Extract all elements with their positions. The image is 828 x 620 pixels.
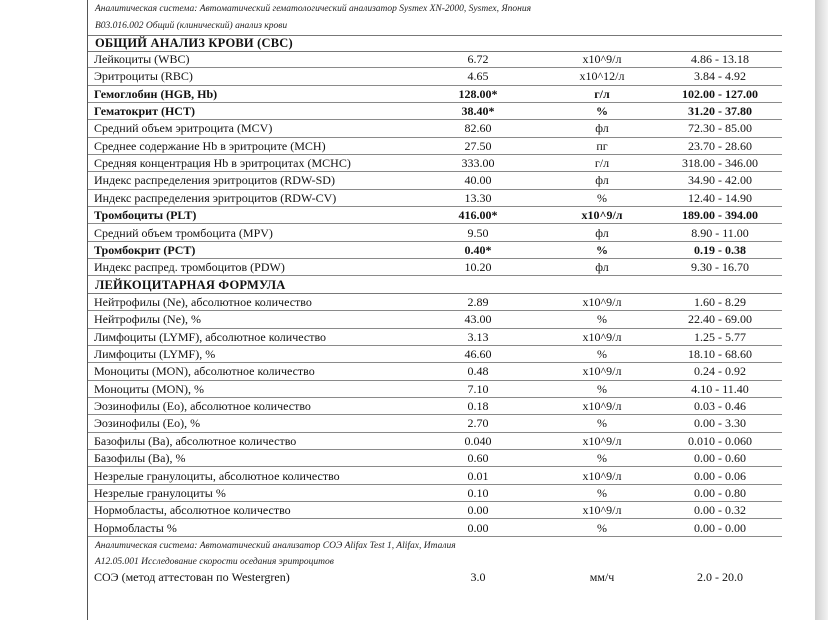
table-row bbox=[88, 311, 782, 328]
row-reference: 318.00 - 346.00 bbox=[682, 156, 758, 171]
row-reference: 8.90 - 11.00 bbox=[691, 225, 749, 240]
row-value: 0.040 bbox=[464, 433, 492, 448]
row-reference: 0.00 - 0.32 bbox=[694, 503, 746, 518]
table-row bbox=[88, 502, 782, 519]
row-value: 82.60 bbox=[464, 121, 492, 136]
row-name: Тромбоциты (PLT) bbox=[94, 208, 197, 223]
row-value: 27.50 bbox=[464, 138, 492, 153]
row-reference: 72.30 - 85.00 bbox=[688, 121, 752, 136]
row-reference: 1.60 - 8.29 bbox=[694, 295, 746, 309]
row-name: Нейтрофилы (Ne), % bbox=[94, 312, 202, 327]
table-row bbox=[88, 103, 782, 120]
row-name: Эозинофилы (Eo), % bbox=[94, 416, 201, 431]
row-value: 7.10 bbox=[467, 381, 489, 396]
row-name: Нормобласты, абсолютное количество bbox=[94, 503, 291, 518]
row-reference: 189.00 - 394.00 bbox=[682, 208, 758, 223]
row-value: 0.48 bbox=[467, 364, 489, 379]
table-row bbox=[88, 172, 782, 189]
table-row bbox=[88, 138, 782, 155]
row-value: 0.40* bbox=[464, 242, 492, 257]
row-unit: фл bbox=[595, 121, 609, 136]
row-name: Незрелые гранулоциты, абсолютное количество bbox=[94, 468, 340, 483]
row-unit: г/л bbox=[594, 86, 610, 101]
row-reference: 12.40 - 14.90 bbox=[688, 190, 752, 205]
row-name: Нейтрофилы (Ne), абсолютное количество bbox=[94, 295, 312, 309]
row-value: 4.65 bbox=[467, 69, 489, 84]
row-value: 0.10 bbox=[467, 485, 489, 500]
table-row bbox=[88, 294, 782, 311]
row-name: Тромбокрит (PCT) bbox=[94, 242, 196, 257]
row-value: 6.72 bbox=[467, 52, 489, 66]
row-reference: 3.84 - 4.92 bbox=[694, 69, 746, 84]
row-name: Индекс распред. тромбоцитов (PDW) bbox=[94, 260, 285, 275]
row-name: Нормобласты % bbox=[94, 520, 177, 535]
row-reference: 0.00 - 0.06 bbox=[694, 468, 746, 483]
table-row bbox=[88, 329, 782, 346]
row-value: 128.00* bbox=[458, 86, 498, 101]
row-value: 13.30 bbox=[464, 190, 492, 205]
row-unit: x10^9/л bbox=[582, 503, 622, 518]
analyzer-system-line: Аналитическая система: Автоматический гематологический анализатор Sysmex XN-2000, Sysmex, Япония bbox=[95, 4, 531, 14]
row-reference: 18.10 - 68.60 bbox=[688, 347, 752, 362]
row-unit: x10^9/л bbox=[582, 364, 622, 379]
row-unit: % bbox=[597, 485, 607, 500]
row-name: Моноциты (MON), абсолютное количество bbox=[94, 364, 315, 379]
row-value: 0.01 bbox=[467, 468, 489, 483]
table-row bbox=[88, 398, 782, 415]
row-unit: фл bbox=[595, 225, 609, 240]
esr-row bbox=[88, 569, 782, 586]
table-row bbox=[88, 68, 782, 85]
row-unit: % bbox=[597, 381, 607, 396]
row-value: 2.70 bbox=[467, 416, 489, 431]
row-reference: 0.24 - 0.92 bbox=[694, 364, 746, 379]
row-name: Незрелые гранулоциты % bbox=[94, 485, 226, 500]
row-name: СОЭ (метод аттестован по Westergren) bbox=[94, 570, 290, 584]
table-row bbox=[88, 155, 782, 172]
row-reference: 0.00 - 0.60 bbox=[694, 451, 746, 466]
row-unit: x10^9/л bbox=[582, 295, 622, 309]
row-reference: 9.30 - 16.70 bbox=[691, 260, 749, 275]
row-unit: фл bbox=[595, 260, 609, 275]
row-reference: 31.20 - 37.80 bbox=[688, 104, 752, 119]
row-name: Лимфоциты (LYMF), % bbox=[94, 347, 216, 362]
row-unit: x10^9/л bbox=[582, 468, 622, 483]
row-reference: 0.00 - 0.00 bbox=[694, 520, 746, 535]
table-row bbox=[88, 450, 782, 467]
esr-system-line: Аналитическая система: Автоматический анализатор СОЭ Alifax Test 1, Alifax, Италия bbox=[95, 541, 456, 551]
row-name: Моноциты (MON), % bbox=[94, 381, 204, 396]
table-row bbox=[88, 415, 782, 432]
row-name: Индекс распределения эритроцитов (RDW-SD) bbox=[94, 173, 335, 188]
esr-code-line: А12.05.001 Исследование скорости оседания эритроцитов bbox=[95, 557, 334, 567]
table-row bbox=[88, 433, 782, 450]
row-reference: 4.86 - 13.18 bbox=[691, 52, 749, 66]
table-row bbox=[88, 242, 782, 259]
cbc-section-title: ОБЩИЙ АНАЛИЗ КРОВИ (CBC) bbox=[88, 35, 782, 52]
table-row bbox=[88, 485, 782, 502]
row-reference: 0.010 - 0.060 bbox=[688, 433, 752, 448]
row-value: 43.00 bbox=[464, 312, 492, 327]
row-unit: x10^12/л bbox=[579, 69, 625, 84]
row-value: 2.89 bbox=[467, 295, 489, 309]
row-value: 38.40* bbox=[461, 104, 495, 119]
row-unit: % bbox=[596, 104, 608, 119]
row-value: 10.20 bbox=[464, 260, 492, 275]
row-name: Средний объем тромбоцита (MPV) bbox=[94, 225, 273, 240]
row-unit: % bbox=[597, 190, 607, 205]
table-row bbox=[88, 363, 782, 380]
row-name: Эозинофилы (Eo), абсолютное количество bbox=[94, 399, 311, 414]
row-name: Гемоглобин (HGB, Hb) bbox=[94, 86, 218, 101]
row-reference: 0.00 - 0.80 bbox=[694, 485, 746, 500]
row-unit: пг bbox=[596, 138, 608, 153]
row-unit: x10^9/л bbox=[582, 399, 622, 414]
row-value: 0.60 bbox=[467, 451, 489, 466]
row-reference: 0.19 - 0.38 bbox=[694, 242, 746, 257]
row-name: Лимфоциты (LYMF), абсолютное количество bbox=[94, 329, 327, 344]
page-edge-shadow bbox=[815, 0, 828, 620]
row-value: 0.00 bbox=[467, 503, 489, 518]
table-row bbox=[88, 86, 782, 103]
row-unit: % bbox=[596, 242, 608, 257]
row-reference: 0.03 - 0.46 bbox=[694, 399, 746, 414]
row-value: 333.00 bbox=[461, 156, 495, 171]
test-code-line: В03.016.002 Общий (клинический) анализ крови bbox=[95, 21, 288, 31]
row-value: 40.00 bbox=[464, 173, 492, 188]
row-reference: 1.25 - 5.77 bbox=[694, 329, 746, 344]
row-name: Средняя концентрация Hb в эритроцитах (MCHC) bbox=[94, 156, 351, 171]
row-name: Эритроциты (RBC) bbox=[94, 69, 193, 84]
row-reference: 102.00 - 127.00 bbox=[682, 86, 758, 101]
table-row bbox=[88, 225, 782, 242]
row-value: 9.50 bbox=[467, 225, 489, 240]
row-name: Средний объем эритроцита (MCV) bbox=[94, 121, 273, 136]
row-unit: % bbox=[597, 451, 607, 466]
row-unit: г/л bbox=[594, 156, 610, 171]
row-reference: 23.70 - 28.60 bbox=[688, 138, 752, 153]
table-row bbox=[88, 259, 782, 276]
row-value: 46.60 bbox=[464, 347, 492, 362]
table-row bbox=[88, 190, 782, 207]
table-row bbox=[88, 120, 782, 137]
row-name: Среднее содержание Hb в эритроците (MCH) bbox=[94, 138, 326, 153]
table-row bbox=[88, 468, 782, 485]
table-row bbox=[88, 207, 782, 224]
row-unit: % bbox=[597, 416, 607, 431]
row-reference: 22.40 - 69.00 bbox=[688, 312, 752, 327]
row-unit: x10^9/л bbox=[582, 52, 622, 66]
row-name: Базофилы (Ba), абсолютное количество bbox=[94, 433, 297, 448]
row-unit: % bbox=[597, 312, 607, 327]
table-row bbox=[88, 520, 782, 537]
row-unit: фл bbox=[595, 173, 609, 188]
row-unit: мм/ч bbox=[589, 570, 615, 584]
row-unit: x10^9/л bbox=[582, 329, 622, 344]
table-row bbox=[88, 51, 782, 68]
row-unit: % bbox=[597, 347, 607, 362]
table-row bbox=[88, 346, 782, 363]
row-name: Индекс распределения эритроцитов (RDW-CV) bbox=[94, 190, 337, 205]
row-unit: x10^9/л bbox=[581, 208, 623, 223]
row-value: 0.18 bbox=[467, 399, 489, 414]
row-value: 3.0 bbox=[470, 570, 486, 584]
row-value: 3.13 bbox=[467, 329, 489, 344]
table-row bbox=[88, 381, 782, 398]
row-name: Гематокрит (HCT) bbox=[94, 104, 195, 119]
row-value: 416.00* bbox=[458, 208, 498, 223]
row-reference: 0.00 - 3.30 bbox=[694, 416, 746, 431]
row-reference: 4.10 - 11.40 bbox=[691, 381, 749, 396]
row-value: 0.00 bbox=[467, 520, 489, 535]
leuko-section-title: ЛЕЙКОЦИТАРНАЯ ФОРМУЛА bbox=[88, 277, 782, 294]
row-reference: 34.90 - 42.00 bbox=[688, 173, 752, 188]
row-name: Базофилы (Ba), % bbox=[94, 451, 186, 466]
row-unit: % bbox=[597, 520, 607, 535]
row-unit: x10^9/л bbox=[582, 433, 622, 448]
row-reference: 2.0 - 20.0 bbox=[697, 570, 743, 584]
row-name: Лейкоциты (WBC) bbox=[94, 52, 190, 66]
